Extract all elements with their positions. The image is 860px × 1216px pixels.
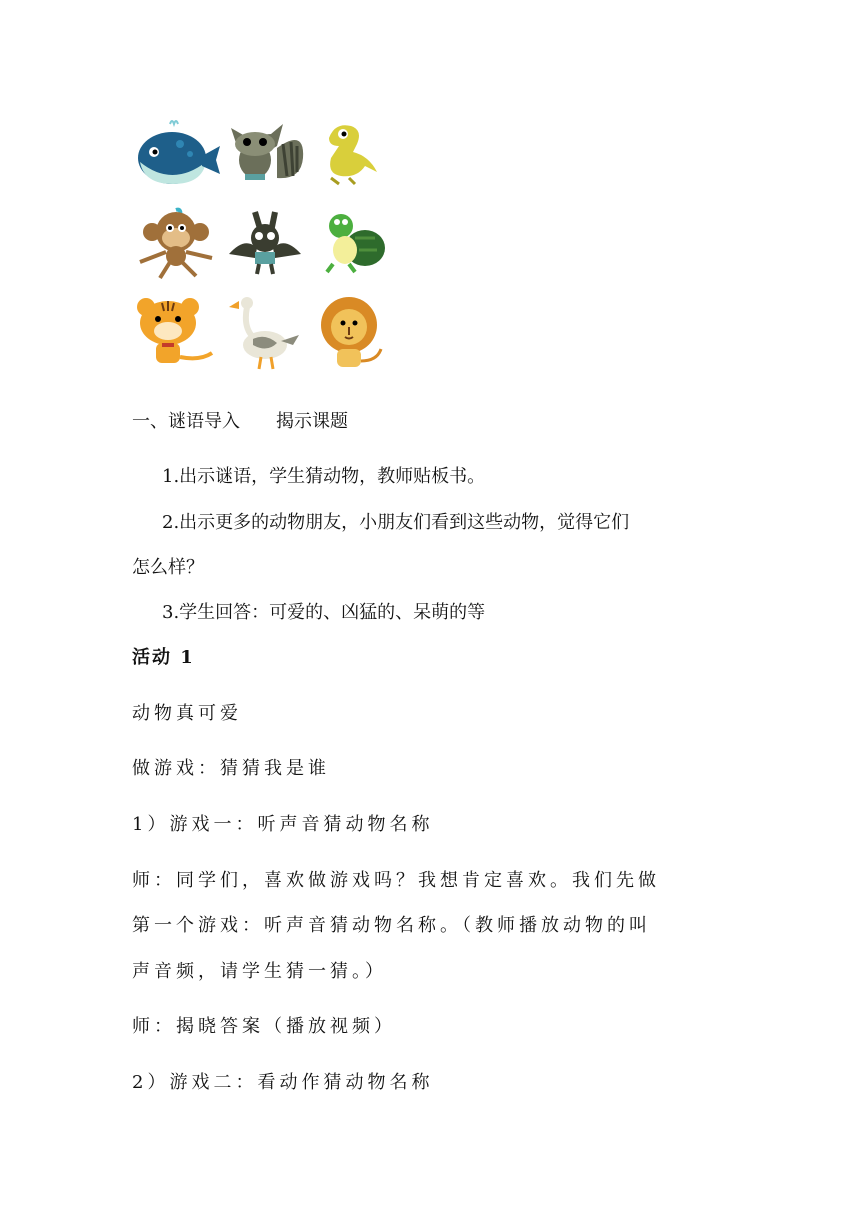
illustration-row [132, 198, 412, 288]
activity-subtitle: 动物真可爱 [132, 703, 242, 724]
activity-title: 活动 1 [132, 647, 195, 668]
whale-icon [132, 112, 225, 194]
turtle-icon [319, 202, 412, 284]
paragraph-line: 声音频，请学生猜一猜。） [132, 961, 387, 982]
list-item: 1.出示谜语，学生猜动物，教师贴板书。 [162, 466, 486, 487]
game-two-title: 2）游戏二：看动作猜动物名称 [132, 1072, 434, 1093]
list-item-continuation: 怎么样？ [132, 557, 204, 578]
section-heading-part-1: 一、谜语导入 [132, 411, 240, 432]
goose-icon [225, 292, 318, 374]
lion-icon [319, 292, 412, 374]
raccoon-icon [225, 112, 318, 194]
monkey-icon [132, 202, 225, 284]
list-item: 3.学生回答：可爱的、凶猛的、呆萌的等 [162, 602, 486, 623]
section-heading-part-2: 揭示课题 [276, 411, 348, 432]
tiger-icon [132, 292, 225, 374]
paragraph-line: 第一个游戏：听声音猜动物名称。（教师播放动物的叫 [132, 915, 651, 936]
illustration-row [132, 288, 412, 378]
illustration-row [132, 108, 412, 198]
animal-illustrations [132, 108, 412, 378]
game-one-title: 1）游戏一：听声音猜动物名称 [132, 814, 434, 835]
reveal-line: 师：揭晓答案（播放视频） [132, 1016, 396, 1037]
game-title: 做游戏：猜猜我是谁 [132, 758, 330, 779]
bat-icon [225, 202, 318, 284]
paragraph-line: 师：同学们，喜欢做游戏吗？我想肯定喜欢。我们先做 [132, 870, 660, 891]
list-item: 2.出示更多的动物朋友，小朋友们看到这些动物，觉得它们 [162, 512, 630, 533]
section-heading [132, 407, 348, 433]
dinosaur-icon [319, 112, 412, 194]
